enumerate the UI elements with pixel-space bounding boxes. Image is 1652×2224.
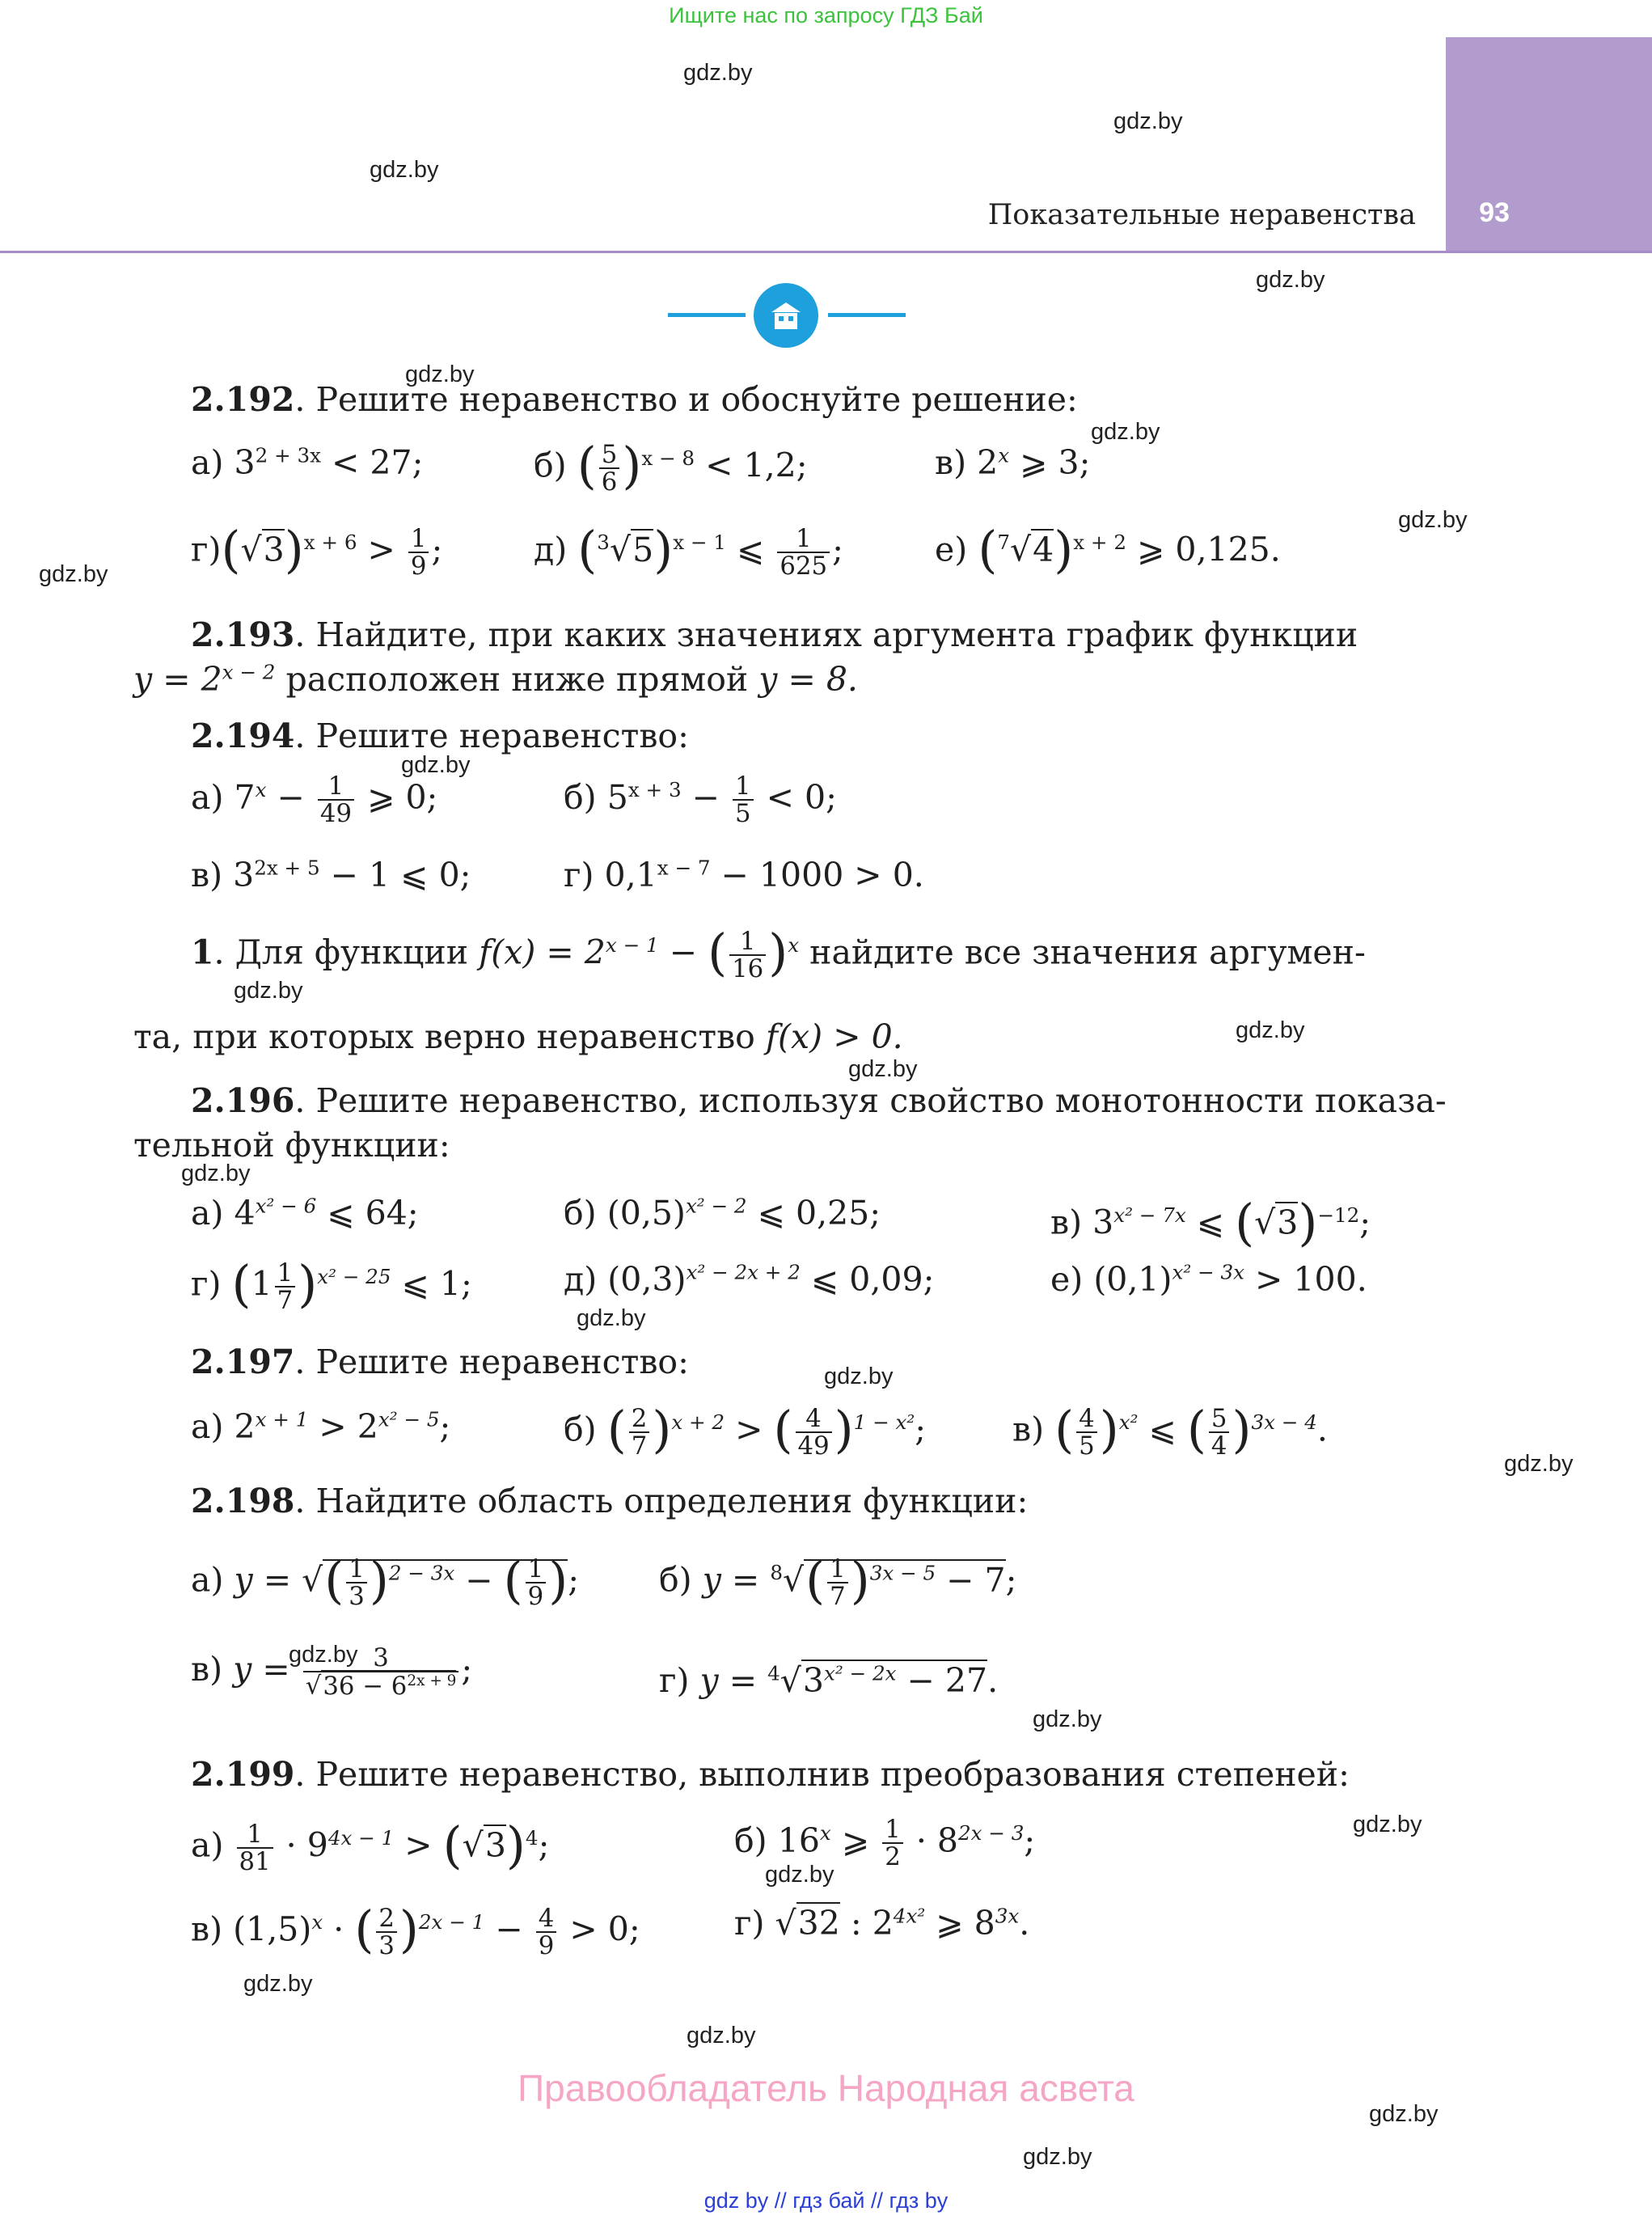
expr-exponent: x² − 2x + 2 bbox=[686, 1260, 801, 1284]
expr-base: 3 bbox=[233, 856, 255, 894]
expr-lhs: y = bbox=[233, 1649, 301, 1689]
fraction-den: 81 bbox=[239, 1847, 271, 1877]
problem-2-192-e: е) $(^7√4)^{x + 2}$ ⩾ 0,125. bbox=[935, 521, 1281, 579]
expr-exponent: x − 8 bbox=[641, 446, 695, 470]
problem-2-192-v bbox=[935, 443, 1090, 482]
problem-2-192-g: $г)(√3)^{x + 6}$ > $\frac{1}{9}$ ; bbox=[191, 521, 443, 581]
radicand: 5 bbox=[632, 530, 654, 569]
expr-tail: ; bbox=[1024, 1820, 1036, 1860]
fraction-num: 1 bbox=[526, 1556, 547, 1583]
operator: − bbox=[266, 777, 315, 817]
fraction-num: 2 bbox=[376, 1905, 397, 1933]
item-label: б) bbox=[564, 777, 597, 817]
watermark: gdz.by bbox=[39, 561, 108, 587]
watermark: gdz.by bbox=[181, 1161, 251, 1186]
watermark: gdz.by bbox=[243, 1971, 313, 1997]
radicand: 3 bbox=[484, 1825, 506, 1865]
expr-base: (1,5) bbox=[233, 1909, 312, 1949]
operator: · 8 bbox=[905, 1820, 958, 1860]
expr-tail: ⩽ 1; bbox=[391, 1264, 472, 1304]
expr-tail: > 100. bbox=[1244, 1260, 1367, 1299]
problem-2-196-b bbox=[564, 1194, 881, 1233]
watermark: gdz.by bbox=[1091, 419, 1160, 445]
problem-text: . Решите неравенство: bbox=[294, 1342, 689, 1381]
problem-text: расположен ниже прямой bbox=[275, 660, 759, 699]
fraction bbox=[536, 1905, 557, 1960]
expr-base: 2 bbox=[977, 443, 999, 482]
expr-tail: y = 8. bbox=[758, 660, 858, 699]
expr-exponent: 2x + 9 bbox=[407, 1672, 457, 1689]
operator: − bbox=[454, 1560, 504, 1600]
expr-exponent: x² − 2 bbox=[685, 1194, 747, 1218]
expr-tail: ; bbox=[439, 1407, 451, 1446]
radicand: ( $\frac{1}{7}$ )$^{3x - 5}$ − 7 bbox=[805, 1551, 1006, 1612]
expr-base: y = 2 bbox=[133, 660, 222, 699]
expr-tail: ⩾ 0; bbox=[357, 777, 438, 817]
problem-number: 2.197 bbox=[191, 1342, 295, 1381]
expr-exponent: x − 1 bbox=[673, 530, 726, 554]
problem-2-199-g: г) √32 : $2^{4x^2}$ ⩾ $8^{3x}$. bbox=[734, 1904, 1030, 1943]
watermark: gdz.by bbox=[1398, 507, 1468, 533]
fraction-den: 5 bbox=[735, 799, 751, 829]
fraction-den: 7 bbox=[631, 1431, 648, 1461]
expr-base: 7 bbox=[234, 777, 256, 817]
section-title: Показательные неравенства bbox=[987, 199, 1416, 231]
radicand: 3 bbox=[263, 530, 285, 569]
expr-exponent: x² − 7x bbox=[1113, 1203, 1186, 1227]
problem-text: . Решите неравенство и обоснуйте решение: bbox=[294, 380, 1078, 419]
problem-2-198-b: б) y = $^8$√( $\frac{1}{7}$ )$^{3x - 5}$ − 7; bbox=[659, 1551, 1017, 1612]
watermark: gdz.by bbox=[1353, 1812, 1422, 1837]
item-label: г) bbox=[734, 1904, 765, 1943]
expr-base: 16 bbox=[777, 1820, 820, 1860]
fraction bbox=[408, 523, 429, 581]
problem-2-193-line1 bbox=[191, 615, 1358, 654]
item-label: а) bbox=[191, 1825, 224, 1865]
expr-tail: ; bbox=[431, 530, 443, 569]
expr-lhs: y = bbox=[699, 1661, 768, 1700]
item-label: е) bbox=[935, 530, 968, 569]
fraction-num: 1 bbox=[827, 1556, 848, 1583]
expr-tail: ; bbox=[915, 1410, 927, 1449]
radicand bbox=[801, 1660, 987, 1700]
watermark: gdz.by bbox=[1256, 267, 1325, 293]
root-index: 7 bbox=[997, 530, 1010, 554]
problem-number: 2.194 bbox=[191, 717, 295, 755]
problem-2-196-e bbox=[1050, 1260, 1367, 1299]
problem-text: . Решите неравенство, выполнив преобразования степеней: bbox=[294, 1755, 1350, 1794]
fraction bbox=[827, 1556, 848, 1610]
watermark: gdz.by bbox=[687, 2023, 756, 2049]
expr-exponent: 2 − 3x bbox=[388, 1560, 455, 1584]
problem-2-199-heading bbox=[191, 1755, 1350, 1794]
expr-exponent: x bbox=[788, 932, 800, 957]
fraction-num: 2 bbox=[629, 1406, 650, 1433]
expr-tail: ; bbox=[461, 1649, 473, 1689]
expr-exponent: x − 1 bbox=[605, 932, 659, 957]
item-label: а) bbox=[191, 1560, 224, 1600]
expr-exponent: x + 1 bbox=[255, 1407, 309, 1431]
home-divider-right bbox=[828, 313, 906, 317]
problem-2-196-line1 bbox=[191, 1081, 1447, 1120]
radicand: 32 bbox=[797, 1904, 840, 1943]
expr-exponent: x + 3 bbox=[627, 778, 682, 802]
expr-tail: . bbox=[987, 1661, 999, 1700]
operator: − 27 bbox=[896, 1661, 988, 1700]
relation: > 2 bbox=[308, 1407, 378, 1446]
fraction-num: 1 bbox=[408, 526, 429, 553]
problem-text: тельной функции: bbox=[133, 1126, 450, 1165]
item-label: б) bbox=[534, 446, 567, 485]
problem-2-194-heading bbox=[191, 717, 689, 755]
fraction bbox=[526, 1556, 547, 1610]
watermark: gdz.by bbox=[1369, 2101, 1439, 2127]
expr-tail: . bbox=[1019, 1904, 1030, 1943]
problem-2-194-v bbox=[191, 856, 471, 894]
fraction-num: 5 bbox=[599, 442, 620, 469]
problem-2-196-a bbox=[191, 1194, 419, 1233]
problem-2-199-v: в) $(1,5)^x$ · ( $\frac{2}{3}$ )$^{2x - 1}$ − $\frac{4}{9}$ > 0; bbox=[191, 1901, 640, 1961]
item-label: г) bbox=[191, 530, 222, 569]
expr-exponent: 4 bbox=[525, 1825, 539, 1850]
fraction-den: 9 bbox=[538, 1931, 555, 1961]
fraction-num: 3 bbox=[303, 1645, 459, 1672]
fraction-num: 1 bbox=[318, 773, 354, 801]
problem-2-196-v: в) $3^{x^2 - 7x}$ ⩽ $(√3)^{-12}$; bbox=[1050, 1194, 1371, 1252]
item-label: е) bbox=[1050, 1260, 1084, 1299]
expr-base: 4 bbox=[234, 1194, 256, 1233]
item-label: г) bbox=[659, 1661, 690, 1700]
expr-base: 3 bbox=[234, 443, 256, 482]
expr-exponent: 3x bbox=[995, 1904, 1020, 1928]
radicand: 4 bbox=[1033, 530, 1054, 569]
expr-tail: < 0; bbox=[755, 777, 837, 817]
fraction bbox=[303, 1645, 459, 1699]
problem-2-193-line2 bbox=[133, 660, 858, 699]
item-label: в) bbox=[191, 1649, 223, 1689]
fraction-den: 5 bbox=[1079, 1431, 1095, 1461]
watermark: gdz.by bbox=[401, 752, 471, 778]
operator: · 9 bbox=[275, 1825, 328, 1865]
search-banner: Ищите нас по запросу ГДЗ Бай bbox=[669, 3, 983, 27]
radicand: 36 − 6 bbox=[323, 1671, 408, 1701]
expr-base: (0,5) bbox=[606, 1194, 686, 1233]
expr-base: (0,1) bbox=[1093, 1260, 1172, 1299]
expr-tail: − 1 ⩽ 0; bbox=[319, 856, 471, 894]
radicand: ( $\frac{1}{3}$ )$^{2 - 3x}$ − ( $\frac{1}{9}$ ) bbox=[324, 1551, 568, 1612]
watermark: gdz.by bbox=[234, 978, 303, 1004]
item-label: б) bbox=[659, 1560, 692, 1600]
fraction-den: 49 bbox=[319, 799, 353, 829]
operator: · bbox=[323, 1909, 355, 1949]
operator: − bbox=[681, 777, 731, 817]
expr-tail: ⩾ 3; bbox=[1009, 443, 1091, 482]
problem-2-198-a: а) y = √( $\frac{1}{3}$ )$^{2 - 3x}$ − ( $\frac{1}{9}$ ); bbox=[191, 1551, 580, 1612]
expr-base: 2 bbox=[234, 1407, 256, 1446]
expr-exponent: 2x + 5 bbox=[254, 856, 320, 880]
operator: : 2 bbox=[839, 1904, 894, 1943]
expr-base: 5 bbox=[606, 777, 628, 817]
fraction-num: 1 bbox=[882, 1816, 903, 1844]
operator: − bbox=[658, 932, 708, 972]
problem-2-195-line2 bbox=[133, 1017, 903, 1056]
fraction-den: $√36 - 6^{2x + 9}$ bbox=[305, 1671, 457, 1701]
operator: − bbox=[484, 1909, 534, 1949]
expr-exponent: x bbox=[819, 1821, 831, 1846]
problem-2-199-b bbox=[734, 1816, 1035, 1871]
relation: ⩽ bbox=[725, 530, 775, 569]
expr-tail: ; bbox=[568, 1560, 580, 1600]
expr-exponent: x bbox=[255, 778, 267, 802]
problem-2-198-v bbox=[191, 1645, 472, 1699]
item-label: б) bbox=[564, 1410, 597, 1449]
problem-2-194-b bbox=[564, 773, 837, 827]
watermark: gdz.by bbox=[848, 1056, 918, 1082]
relation: ⩾ 8 bbox=[925, 1904, 995, 1943]
problem-2-197-v: в) ( $\frac{4}{5}$ )$^{x^2}$ ⩽ ( $\frac{5}{4}$ )$^{3x - 4}$. bbox=[1012, 1401, 1328, 1461]
problem-2-194-a bbox=[191, 773, 437, 827]
fraction bbox=[1209, 1403, 1230, 1461]
home-icon bbox=[754, 283, 818, 348]
expr-tail: ; bbox=[1359, 1203, 1371, 1242]
fraction-den: 7 bbox=[830, 1582, 846, 1612]
header-divider bbox=[0, 251, 1652, 253]
item-label: в) bbox=[191, 1909, 223, 1949]
relation: ⩽ bbox=[1185, 1203, 1236, 1242]
problem-2-199-a: а) $\frac{1}{81}$ · $9^{4x - 1} > (√3)^4$; bbox=[191, 1816, 550, 1877]
watermark: gdz.by bbox=[683, 60, 753, 86]
home-divider-left bbox=[668, 313, 746, 317]
expr-tail: ; bbox=[538, 1825, 550, 1865]
fraction-den: 49 bbox=[797, 1431, 830, 1461]
fraction-num: 1 bbox=[275, 1260, 296, 1287]
fraction bbox=[376, 1905, 397, 1960]
problem-2-195-line1: 1. Для функции $f(x) = 2^{x - 1}$ − ( $\frac{1}{16}$ )$^x$ найдите все значения аргумен- bbox=[191, 924, 1366, 984]
item-label: б) bbox=[564, 1194, 597, 1233]
problem-number: 2.192 bbox=[191, 380, 295, 419]
fraction-num: 4 bbox=[796, 1406, 832, 1433]
relation: ⩾ bbox=[830, 1820, 881, 1860]
fraction bbox=[796, 1403, 832, 1461]
fraction-den: 6 bbox=[601, 467, 618, 497]
expr-lhs: y = bbox=[234, 1560, 302, 1600]
expr-exponent: 2x − 1 bbox=[418, 1909, 485, 1934]
fraction-den: 9 bbox=[527, 1582, 544, 1612]
problem-2-197-b: б) ( $\frac{2}{7}$ )$^{x + 2}$ > ( $\frac{4}{49}$ )$^{1 - x^2}$; bbox=[564, 1401, 927, 1461]
expr-exponent: 4x² bbox=[893, 1904, 926, 1928]
expr-tail: ⩽ 0,09; bbox=[800, 1260, 935, 1299]
problem-number: 2.193 bbox=[191, 615, 295, 654]
fraction-den: 4 bbox=[1210, 1431, 1227, 1461]
footer-links[interactable]: gdz by // гдз бай // гдз by bbox=[703, 2188, 949, 2213]
relation: > bbox=[725, 1410, 774, 1449]
expr-exponent: x² − 2x bbox=[824, 1661, 897, 1685]
expr-exponent: x − 2 bbox=[222, 660, 276, 684]
problem-text: . Решите неравенство: bbox=[294, 717, 689, 755]
expr-exponent: x + 6 bbox=[303, 530, 357, 554]
watermark: gdz.by bbox=[824, 1364, 894, 1389]
copyright-notice: Правообладатель Народная асвета bbox=[518, 2067, 1134, 2109]
problem-2-196-d bbox=[564, 1260, 934, 1299]
watermark: gdz.by bbox=[1236, 1017, 1305, 1043]
problem-text: . Найдите, при каких значениях аргумента график функции bbox=[294, 615, 1358, 654]
expr-tail: ⩽ 64; bbox=[316, 1194, 419, 1233]
item-label: в) bbox=[1012, 1410, 1045, 1449]
watermark: gdz.by bbox=[1023, 2144, 1092, 2170]
item-label: д) bbox=[564, 1260, 598, 1299]
watermark: gdz.by bbox=[765, 1862, 834, 1888]
fraction-num: 5 bbox=[1209, 1406, 1230, 1433]
expr-exponent: x² − 25 bbox=[317, 1264, 391, 1288]
expr-tail: ; bbox=[1005, 1560, 1017, 1600]
expr-exponent: x bbox=[311, 1909, 323, 1934]
expr-exponent: 2 + 3x bbox=[255, 443, 322, 467]
fraction-den: 9 bbox=[410, 552, 427, 581]
fraction bbox=[318, 773, 354, 827]
problem-2-192-a bbox=[191, 443, 423, 482]
fraction bbox=[733, 773, 754, 827]
radicand: 3 bbox=[1277, 1203, 1299, 1242]
problem-2-198-g: г) $y = ^4√3^{x^2 - 2x} - 27$. bbox=[659, 1661, 999, 1700]
problem-2-194-g bbox=[564, 856, 924, 894]
root-index: 3 bbox=[597, 530, 610, 554]
fraction-den: 3 bbox=[378, 1931, 395, 1961]
fraction-num: 1 bbox=[733, 773, 754, 801]
watermark: gdz.by bbox=[1113, 108, 1183, 134]
fraction bbox=[346, 1556, 367, 1610]
fraction-den: 7 bbox=[277, 1286, 294, 1316]
watermark: gdz.by bbox=[289, 1642, 358, 1668]
problem-2-198-heading bbox=[191, 1482, 1028, 1520]
problem-2-197-heading bbox=[191, 1342, 689, 1381]
expr-tail: ⩽ 0,25; bbox=[746, 1194, 881, 1233]
fraction-den: 16 bbox=[732, 954, 764, 984]
fraction-num: 1 bbox=[346, 1556, 367, 1583]
item-label: а) bbox=[191, 1194, 224, 1233]
expr-tail: . bbox=[1316, 1410, 1328, 1449]
expr-exponent: x + 2 bbox=[671, 1410, 725, 1434]
expr-exponent: x bbox=[998, 443, 1010, 467]
expr-exponent: x² bbox=[1118, 1410, 1139, 1434]
item-label: г) bbox=[564, 856, 594, 894]
fraction-num: 4 bbox=[1076, 1406, 1097, 1433]
item-label: д) bbox=[534, 530, 568, 569]
expr-exponent: 2x − 3 bbox=[957, 1821, 1025, 1846]
operator: − 7 bbox=[936, 1560, 1006, 1600]
expr-exponent: −12 bbox=[1317, 1203, 1360, 1227]
fraction bbox=[882, 1816, 903, 1871]
problem-number: 2.199 bbox=[191, 1755, 295, 1794]
expr-tail: > 0; bbox=[559, 1909, 640, 1949]
expr-lhs: y = bbox=[702, 1560, 771, 1600]
expr-base: (0,3) bbox=[607, 1260, 687, 1299]
problem-text: . Для функции bbox=[213, 932, 480, 972]
problem-2-192-b: б) ( $\frac{5}{6}$ )$^{x - 8}$ < 1,2; bbox=[534, 437, 808, 497]
fraction bbox=[275, 1260, 296, 1314]
problem-text: . Решите неравенство, используя свойство монотонности показа- bbox=[294, 1081, 1447, 1120]
problem-2-197-a bbox=[191, 1407, 450, 1446]
expr-tail: − 1000 > 0. bbox=[710, 856, 924, 894]
problem-text: найдите все значения аргумен- bbox=[799, 932, 1366, 972]
page-number: 93 bbox=[1479, 197, 1510, 228]
item-label: а) bbox=[191, 443, 224, 482]
watermark: gdz.by bbox=[370, 157, 439, 183]
item-label: а) bbox=[191, 1407, 224, 1446]
expr-exponent: 4x − 1 bbox=[327, 1825, 395, 1850]
problem-number: 2.198 bbox=[191, 1482, 295, 1520]
expr-base: 3 bbox=[802, 1661, 825, 1700]
expr-tail: < 1,2; bbox=[695, 446, 808, 485]
problem-2-196-g: г) (1 $\frac{1}{7}$ )$^{x^2 - 25}$ ⩽ 1; bbox=[191, 1255, 472, 1316]
expr-exponent: x² − 3x bbox=[1172, 1260, 1245, 1284]
fraction bbox=[729, 928, 766, 983]
watermark: gdz.by bbox=[1033, 1706, 1102, 1732]
item-label: в) bbox=[1050, 1203, 1083, 1242]
fraction-den: 625 bbox=[780, 552, 828, 581]
expr-exponent: x + 2 bbox=[1073, 530, 1126, 554]
problem-2-192-d: д) $(^3√5)^{x - 1}$ ⩽ $\frac{1}{625}$ ; bbox=[534, 521, 843, 581]
fraction bbox=[599, 439, 620, 497]
expr-exponent: 3x − 5 bbox=[869, 1560, 936, 1584]
item-label: в) bbox=[935, 443, 967, 482]
fraction-den: 3 bbox=[349, 1582, 365, 1612]
problem-text: . Найдите область определения функции: bbox=[294, 1482, 1029, 1520]
watermark: gdz.by bbox=[1504, 1451, 1574, 1477]
expr-base: f(x) = 2 bbox=[479, 932, 606, 972]
item-label: г) bbox=[191, 1264, 222, 1304]
relation: > bbox=[357, 530, 406, 569]
watermark: gdz.by bbox=[405, 362, 475, 387]
item-label: в) bbox=[191, 856, 223, 894]
watermark: gdz.by bbox=[577, 1305, 646, 1331]
item-label: б) bbox=[734, 1820, 767, 1860]
expr-tail: ⩾ 0,125. bbox=[1126, 530, 1281, 569]
expr-base: 3 bbox=[1092, 1203, 1114, 1242]
fraction-num: 1 bbox=[237, 1821, 273, 1849]
relation: ⩽ bbox=[1138, 1410, 1187, 1449]
fraction-num: 1 bbox=[729, 928, 766, 956]
expr-tail: < 27; bbox=[321, 443, 424, 482]
root-index: 4 bbox=[767, 1661, 780, 1685]
expr-exponent: 1 − x² bbox=[853, 1410, 915, 1434]
fraction-den: 2 bbox=[885, 1842, 901, 1872]
problem-text: та, при которых верно неравенство bbox=[133, 1017, 766, 1056]
expr-exponent: x − 7 bbox=[657, 856, 711, 880]
item-label: а) bbox=[191, 777, 224, 817]
home-icon-glyph bbox=[754, 283, 818, 348]
expr-exponent: 3x − 4 bbox=[1251, 1410, 1317, 1434]
mixed-whole: 1 bbox=[251, 1264, 273, 1304]
expr-exponent: x² − 6 bbox=[255, 1194, 317, 1218]
expr-tail: f(x) > 0. bbox=[765, 1017, 903, 1056]
problem-2-196-line2 bbox=[133, 1126, 450, 1165]
expr-exponent: x² − 5 bbox=[378, 1407, 440, 1431]
fraction bbox=[1076, 1403, 1097, 1461]
problem-2-192-heading bbox=[191, 380, 1078, 419]
fraction bbox=[237, 1821, 273, 1875]
relation: > bbox=[394, 1825, 443, 1865]
fraction bbox=[777, 523, 830, 581]
expr-tail: ; bbox=[832, 530, 843, 569]
problem-number: 2.196 bbox=[191, 1081, 295, 1120]
fraction-num: 1 bbox=[777, 526, 830, 553]
root-index: 8 bbox=[770, 1560, 783, 1584]
expr-base: 0,1 bbox=[604, 856, 657, 894]
fraction-num: 4 bbox=[536, 1905, 557, 1933]
problem-number: 1 bbox=[191, 932, 214, 972]
fraction bbox=[629, 1403, 650, 1461]
